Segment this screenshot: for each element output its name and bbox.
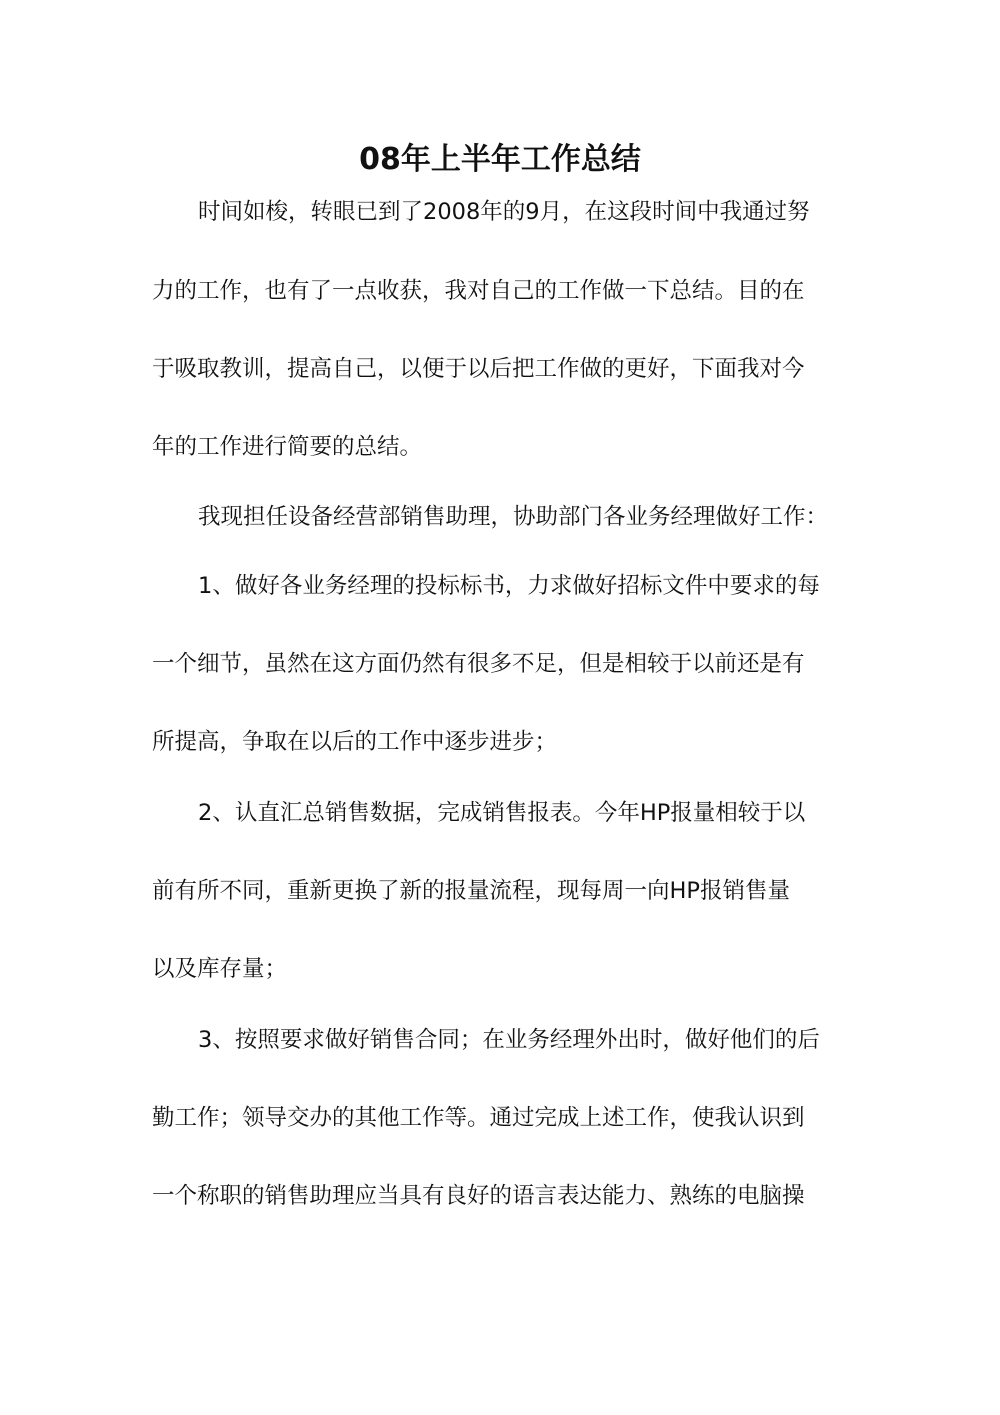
paragraph-line: 于吸取教训，提高自己，以便于以后把工作做的更好，下面我对今	[152, 356, 805, 382]
paragraph-line: 力的工作，也有了一点收获，我对自己的工作做一下总结。目的在	[152, 278, 805, 304]
paragraph-line: 时间如梭，转眼已到了2008年的9月，在这段时间中我通过努	[198, 199, 810, 225]
list-item-line: 2、认直汇总销售数据，完成销售报表。今年HP报量相较于以	[198, 800, 806, 826]
list-item-line: 一个细节，虽然在这方面仍然有很多不足，但是相较于以前还是有	[152, 651, 805, 677]
paragraph-line: 年的工作进行简要的总结。	[152, 434, 423, 460]
list-item-line: 以及库存量；	[152, 956, 288, 982]
list-item-line: 勤工作；领导交办的其他工作等。通过完成上述工作，使我认识到	[152, 1105, 805, 1131]
list-item-line: 一个称职的销售助理应当具有良好的语言表达能力、熟练的电脑操	[152, 1183, 805, 1209]
paragraph-line: 我现担任设备经营部销售助理，协助部门各业务经理做好工作：	[198, 504, 829, 530]
list-item-line: 1、做好各业务经理的投标标书，力求做好招标文件中要求的每	[198, 573, 820, 599]
list-item-line: 3、按照要求做好销售合同；在业务经理外出时，做好他们的后	[198, 1027, 820, 1053]
list-item-line: 前有所不同，重新更换了新的报量流程，现每周一向HP报销售量	[152, 878, 790, 904]
document-title: 08年上半年工作总结	[359, 142, 641, 177]
list-item-line: 所提高，争取在以后的工作中逐步进步；	[152, 729, 558, 755]
